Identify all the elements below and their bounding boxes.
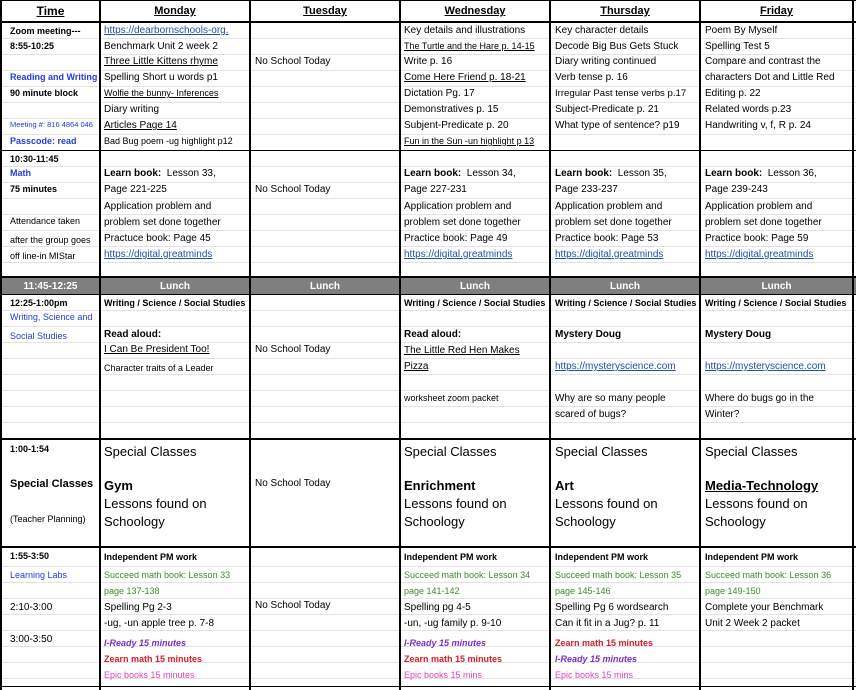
list-item: page 145-146 xyxy=(555,586,611,596)
list-item: -un, -ug family p. 9-10 xyxy=(404,618,502,629)
list-item: Spelling pg 4-5 xyxy=(404,602,471,613)
lessons-note: Lessons found on xyxy=(555,496,658,511)
list-item: Decode Big Bus Gets Stuck xyxy=(555,41,679,52)
header-monday: Monday xyxy=(154,5,196,17)
lunch-label: Lunch xyxy=(460,281,490,292)
subject-heading: Writing / Science / Social Studies xyxy=(705,298,847,308)
epic-item: Epic books 15 mins xyxy=(404,670,483,680)
list-item: Verb tense p. 16 xyxy=(555,72,628,83)
list-item: Succeed math book: Lesson 33 xyxy=(104,570,231,580)
special-class-name: Enrichment xyxy=(404,478,476,493)
list-item: Practice book: Page 53 xyxy=(555,233,659,244)
mysteryscience-link[interactable]: https://mysteryscience.com xyxy=(705,361,826,372)
list-item: Bad Bug poem -ug highlight p12 xyxy=(104,136,233,146)
list-item: scared of bugs? xyxy=(555,409,627,420)
list-item: Editing p. 22 xyxy=(705,88,761,99)
read-aloud-label: Read aloud: xyxy=(104,329,162,340)
list-item: Articles Page 14 xyxy=(104,120,177,131)
lunch-time: 11:45-12:25 xyxy=(23,281,78,292)
time-range: 12:25-1:00pm xyxy=(10,298,68,308)
list-item: Practuce book: Page 45 xyxy=(104,233,211,244)
pm-work-label: Independent PM work xyxy=(104,552,198,562)
list-item: characters Dot and Little Red xyxy=(705,72,835,83)
list-item: problem set done together xyxy=(555,217,672,228)
lunch-label: Lunch xyxy=(310,281,340,292)
list-item: The Turtle and the Hare p. 14-15 xyxy=(404,41,535,51)
list-item: Diary writing continued xyxy=(555,56,657,67)
list-item: Why are so many people xyxy=(555,393,666,404)
list-item: Poem By Myself xyxy=(705,25,778,36)
list-item: Application problem and xyxy=(404,201,512,212)
epic-item: Epic books 15 mins xyxy=(555,670,634,680)
list-item: Can it fit in a Jug? p. 11 xyxy=(555,618,660,629)
lessons-note: Schoology xyxy=(705,514,766,529)
list-item: Related words p.23 xyxy=(705,104,792,115)
greatminds-link[interactable]: https://digital.greatminds xyxy=(404,249,513,260)
list-item: page 137-138 xyxy=(104,586,160,596)
list-item: Irregular Past tense verbs p.17 xyxy=(555,88,687,99)
subject-label: Reading and Writing xyxy=(10,72,98,82)
special-classes-heading: Special Classes xyxy=(705,444,798,459)
book-title: The Little Red Hen Makes xyxy=(404,345,520,356)
list-item: Write p. 16 xyxy=(404,56,453,67)
read-aloud-label: Read aloud: xyxy=(404,329,462,340)
subject-label: Learning Labs xyxy=(10,570,68,580)
time-range: 1:00-1:54 xyxy=(10,444,50,454)
subject-label: Math xyxy=(10,168,31,178)
iready-item: I-Ready 15 minutes xyxy=(555,654,638,664)
list-item: Diary writing xyxy=(104,104,160,115)
no-school-label: No School Today xyxy=(255,56,331,67)
mystery-doug-label: Mystery Doug xyxy=(555,329,622,340)
time-range: 10:30-11:45 xyxy=(10,154,59,164)
zoom-meeting-label: Zoom meeting--- xyxy=(10,26,81,36)
list-item: Wolfie the bunny- Inferences xyxy=(104,88,219,98)
list-item: problem set done together xyxy=(104,217,221,228)
attendance-note: off line-in MIStar xyxy=(10,251,76,261)
list-item: Key character details xyxy=(555,25,649,36)
iready-item: I-Ready 15 minutes xyxy=(104,638,187,648)
lessons-note: Schoology xyxy=(104,514,165,529)
zearn-item: Zearn math 15 minutes xyxy=(555,638,654,648)
special-classes-heading: Special Classes xyxy=(555,444,648,459)
list-item: Practice book: Page 49 xyxy=(404,233,508,244)
epic-item: Epic books 15 minutes xyxy=(104,670,195,680)
list-item: Key details and illustrations xyxy=(404,25,526,36)
list-item: Spelling Pg 6 wordsearch xyxy=(555,602,669,613)
header-friday: Friday xyxy=(759,5,793,17)
pm-work-label: Independent PM work xyxy=(705,552,799,562)
header-thursday: Thursday xyxy=(600,5,650,17)
lessons-note: Schoology xyxy=(555,514,616,529)
time-range: 1:55-3:50 xyxy=(10,551,50,561)
list-item: Winter? xyxy=(705,409,740,420)
list-item: Subject-Predicate p. 21 xyxy=(555,104,659,115)
greatminds-link[interactable]: https://digital.greatminds xyxy=(555,249,664,260)
list-item: Dictation Pg. 17 xyxy=(404,88,475,99)
header-time: Time xyxy=(36,4,65,18)
subject-heading: Writing / Science / Social Studies xyxy=(104,298,246,308)
duration-label: 90 minute block xyxy=(10,88,79,98)
list-item: What type of sentence? p19 xyxy=(555,120,680,131)
header-wednesday: Wednesday xyxy=(444,5,506,17)
list-item: Succeed math book: Lesson 35 xyxy=(555,570,682,580)
lesson-number: Lesson 33, xyxy=(166,168,216,179)
header-tuesday: Tuesday xyxy=(303,5,347,17)
mystery-doug-label: Mystery Doug xyxy=(705,329,772,340)
list-item: Fun in the Sun -un highlight p 13 xyxy=(404,136,535,146)
lessons-note: Schoology xyxy=(404,514,465,529)
learn-book-label: Learn book: xyxy=(555,168,613,179)
list-item: Application problem and xyxy=(555,201,663,212)
list-item: Page 221-225 xyxy=(104,184,167,195)
list-item: Demonstratives p. 15 xyxy=(404,104,499,115)
list-item: Character traits of a Leader xyxy=(104,363,214,373)
subject-heading: Writing / Science / Social Studies xyxy=(555,298,697,308)
list-item: Practice book: Page 59 xyxy=(705,233,809,244)
mysteryscience-link[interactable]: https://mysteryscience.com xyxy=(555,361,676,372)
duration-label: 75 minutes xyxy=(10,184,58,194)
attendance-note: after the group goes xyxy=(10,235,91,245)
lunch-label: Lunch xyxy=(761,281,792,292)
lessons-note: Lessons found on xyxy=(104,496,207,511)
subject-label: Social Studies xyxy=(10,331,68,341)
time-range: 2:10-3:00 xyxy=(10,602,53,613)
lesson-number: Lesson 34, xyxy=(466,168,516,179)
lessons-note: Lessons found on xyxy=(404,496,507,511)
attendance-note: Attendance taken xyxy=(10,216,81,226)
list-item: Succeed math book: Lesson 34 xyxy=(404,570,531,580)
list-item: Compare and contrast the xyxy=(705,56,821,67)
no-school-label: No School Today xyxy=(255,184,331,195)
subject-heading: Writing / Science / Social Studies xyxy=(404,298,546,308)
list-item: problem set done together xyxy=(705,217,822,228)
list-item: Unit 2 Week 2 packet xyxy=(705,618,800,629)
list-item: Spelling Short u words p1 xyxy=(104,72,218,83)
passcode: Passcode: read xyxy=(10,136,77,146)
list-item: Page 227-231 xyxy=(404,184,467,195)
lesson-number: Lesson 35, xyxy=(617,168,667,179)
special-class-name: Media-Technology xyxy=(705,478,819,493)
learn-book-label: Learn book: xyxy=(705,168,763,179)
zearn-item: Zearn math 15 minutes xyxy=(404,654,503,664)
lunch-label: Lunch xyxy=(160,281,190,292)
list-item: Page 239-243 xyxy=(705,184,768,195)
special-classes-heading: Special Classes xyxy=(404,444,497,459)
list-item: Benchmark Unit 2 week 2 xyxy=(104,41,218,52)
meeting-id: Meeting #: 816 4864 046 xyxy=(10,120,93,129)
pm-work-label: Independent PM work xyxy=(555,552,649,562)
list-item: Complete your Benchmark xyxy=(705,602,824,613)
list-item: Where do bugs go in the xyxy=(705,393,814,404)
list-item: -ug, -un apple tree p. 7-8 xyxy=(104,618,215,629)
zearn-item: Zearn math 15 minutes xyxy=(104,654,203,664)
time-range: 3:00-3:50 xyxy=(10,634,53,645)
time-range: 8:55-10:25 xyxy=(10,41,55,51)
list-item: Succeed math book: Lesson 36 xyxy=(705,570,832,580)
special-classes-heading: Special Classes xyxy=(104,444,197,459)
list-item: page 149-150 xyxy=(705,586,761,596)
list-item: Spelling Test 5 xyxy=(705,41,770,52)
list-item: Handwriting v, f, R p. 24 xyxy=(705,120,811,131)
no-school-label: No School Today xyxy=(255,344,331,355)
list-item: Come Here Friend p. 18-21 xyxy=(404,72,526,83)
learn-book-label: Learn book: xyxy=(404,168,462,179)
list-item: Page 233-237 xyxy=(555,184,618,195)
list-item: Application problem and xyxy=(104,201,212,212)
learn-book-label: Learn book: xyxy=(104,168,162,179)
greatminds-link[interactable]: https://digital.greatminds xyxy=(705,249,814,260)
book-title: Pizza xyxy=(404,361,429,372)
no-school-label: No School Today xyxy=(255,478,331,489)
lesson-number: Lesson 36, xyxy=(767,168,817,179)
subject-label: Writing, Science and xyxy=(10,312,93,322)
special-class-name: Gym xyxy=(104,478,133,493)
list-item: page 141-142 xyxy=(404,586,460,596)
greatminds-link[interactable]: https://digital.greatminds xyxy=(104,249,213,260)
lunch-label: Lunch xyxy=(610,281,640,292)
iready-item: I-Ready 15 minutes xyxy=(404,638,487,648)
list-item: Spelling Pg 2-3 xyxy=(104,602,172,613)
special-classes-label: Special Classes xyxy=(10,478,94,490)
teacher-planning-label: (Teacher Planning) xyxy=(10,514,86,524)
book-title: I Can Be President Too! xyxy=(104,344,210,355)
special-class-name: Art xyxy=(555,478,574,493)
pm-work-label: Independent PM work xyxy=(404,552,498,562)
list-item: Application problem and xyxy=(705,201,813,212)
list-item: Three Little Kittens rhyme xyxy=(104,56,218,67)
list-item: worksheet zoom packet xyxy=(404,393,499,403)
no-school-label: No School Today xyxy=(255,600,331,611)
list-item: problem set done together xyxy=(404,217,521,228)
list-item: Subjent-Predicate p. 20 xyxy=(404,120,509,131)
lessons-note: Lessons found on xyxy=(705,496,808,511)
dearborn-link[interactable]: https://dearbornschools-org. xyxy=(104,25,229,36)
